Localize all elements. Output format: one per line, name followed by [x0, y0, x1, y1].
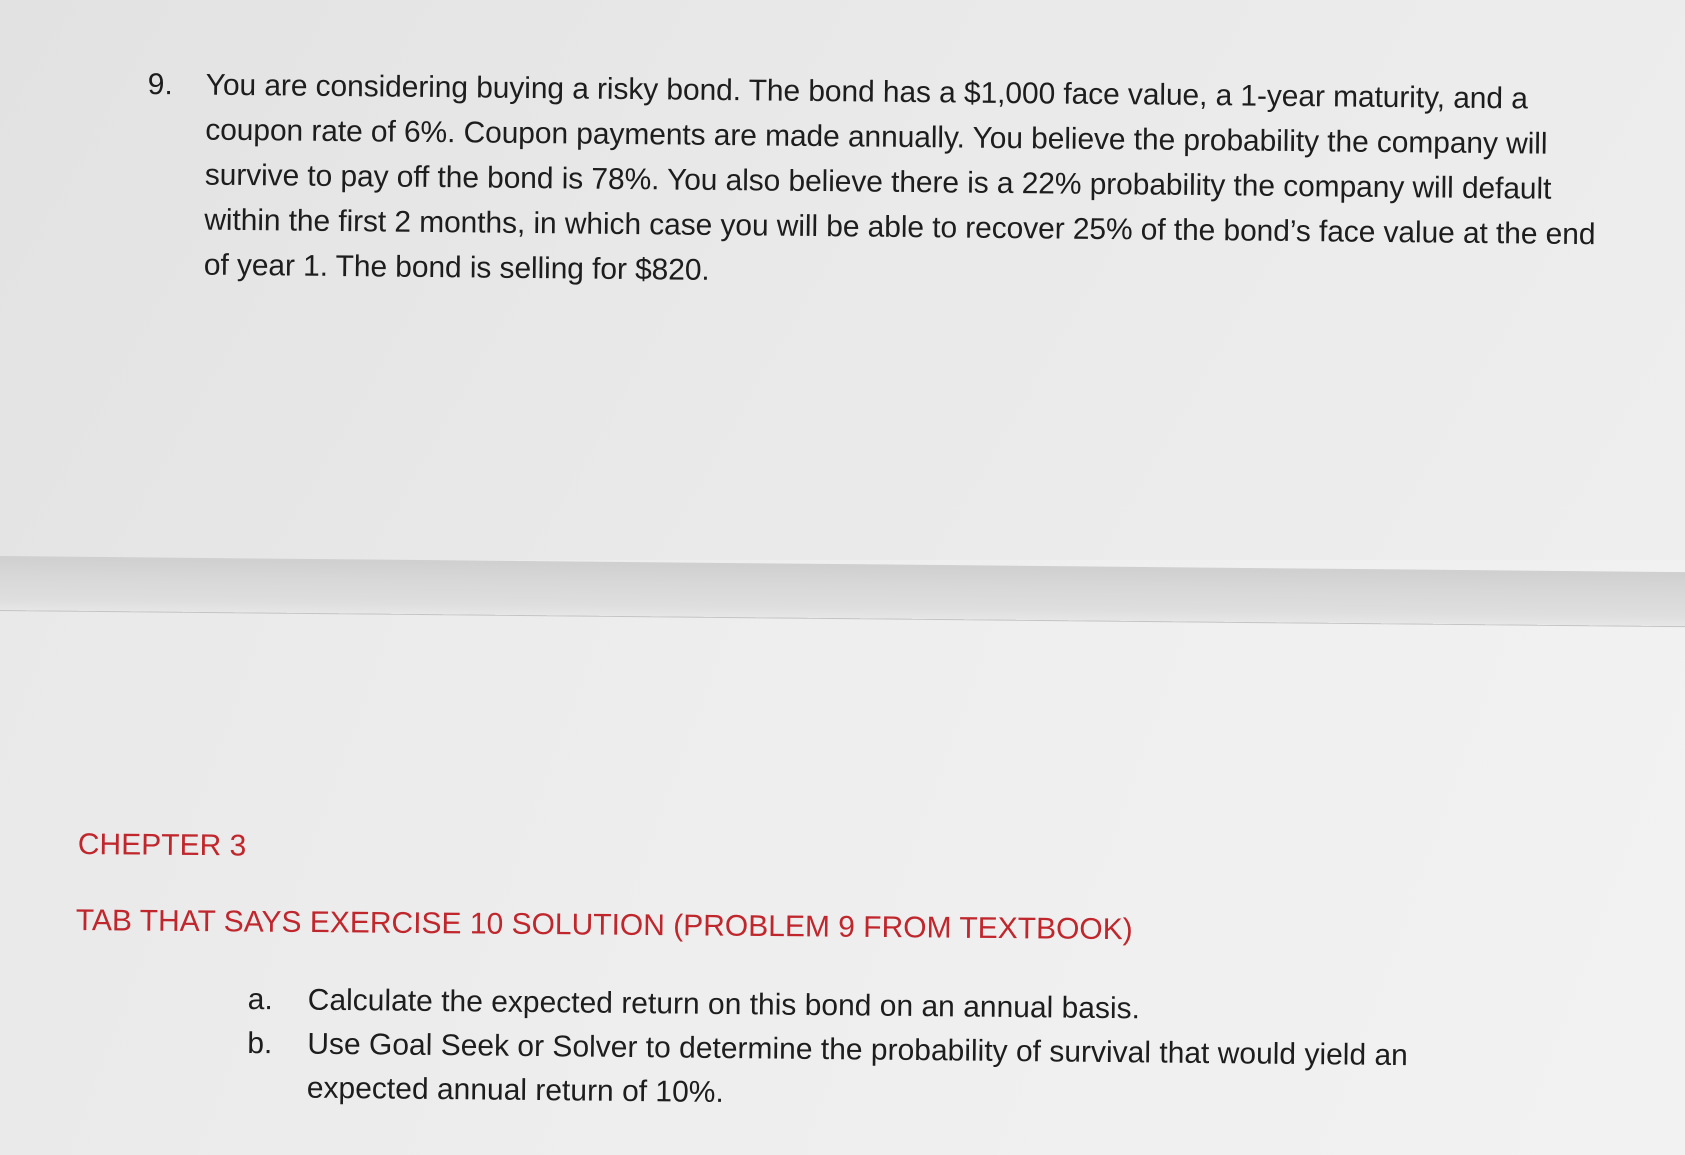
subpart-text: Use Goal Seek or Solver to determine the probability of survival that would yield an expected annual return of 10%.: [306, 1027, 1409, 1109]
chapter-heading: CHEPTER 3: [77, 828, 247, 863]
subpart-text: Calculate the expected return on this bond on an annual basis.: [307, 983, 1141, 1026]
problem-number: 9.: [147, 67, 173, 102]
subpart-letter: b.: [247, 1026, 273, 1061]
problem-statement: You are considering buying a risky bond. The bond has a $1,000 face value, a 1-year maturity, and a coupon rate of 6%. Coupon payments are made annually. You believe the probability the company will survive to pay off the bond is 78%. You also believe there is a 22% probability the company will default within the first 2 months, in which case you will be able to recover 25% of the bond’s face value at the end of year 1. The bond is selling for $820.: [203, 68, 1596, 287]
subpart-b: [247, 1022, 1548, 1124]
tab-instruction-note: TAB THAT SAYS EXERCISE 10 SOLUTION (PROBLEM 9 FROM TEXTBOOK): [75, 904, 1133, 947]
subpart-list: [247, 978, 1548, 1124]
subpart-letter: a.: [247, 982, 273, 1017]
problem-9: [146, 62, 1608, 302]
